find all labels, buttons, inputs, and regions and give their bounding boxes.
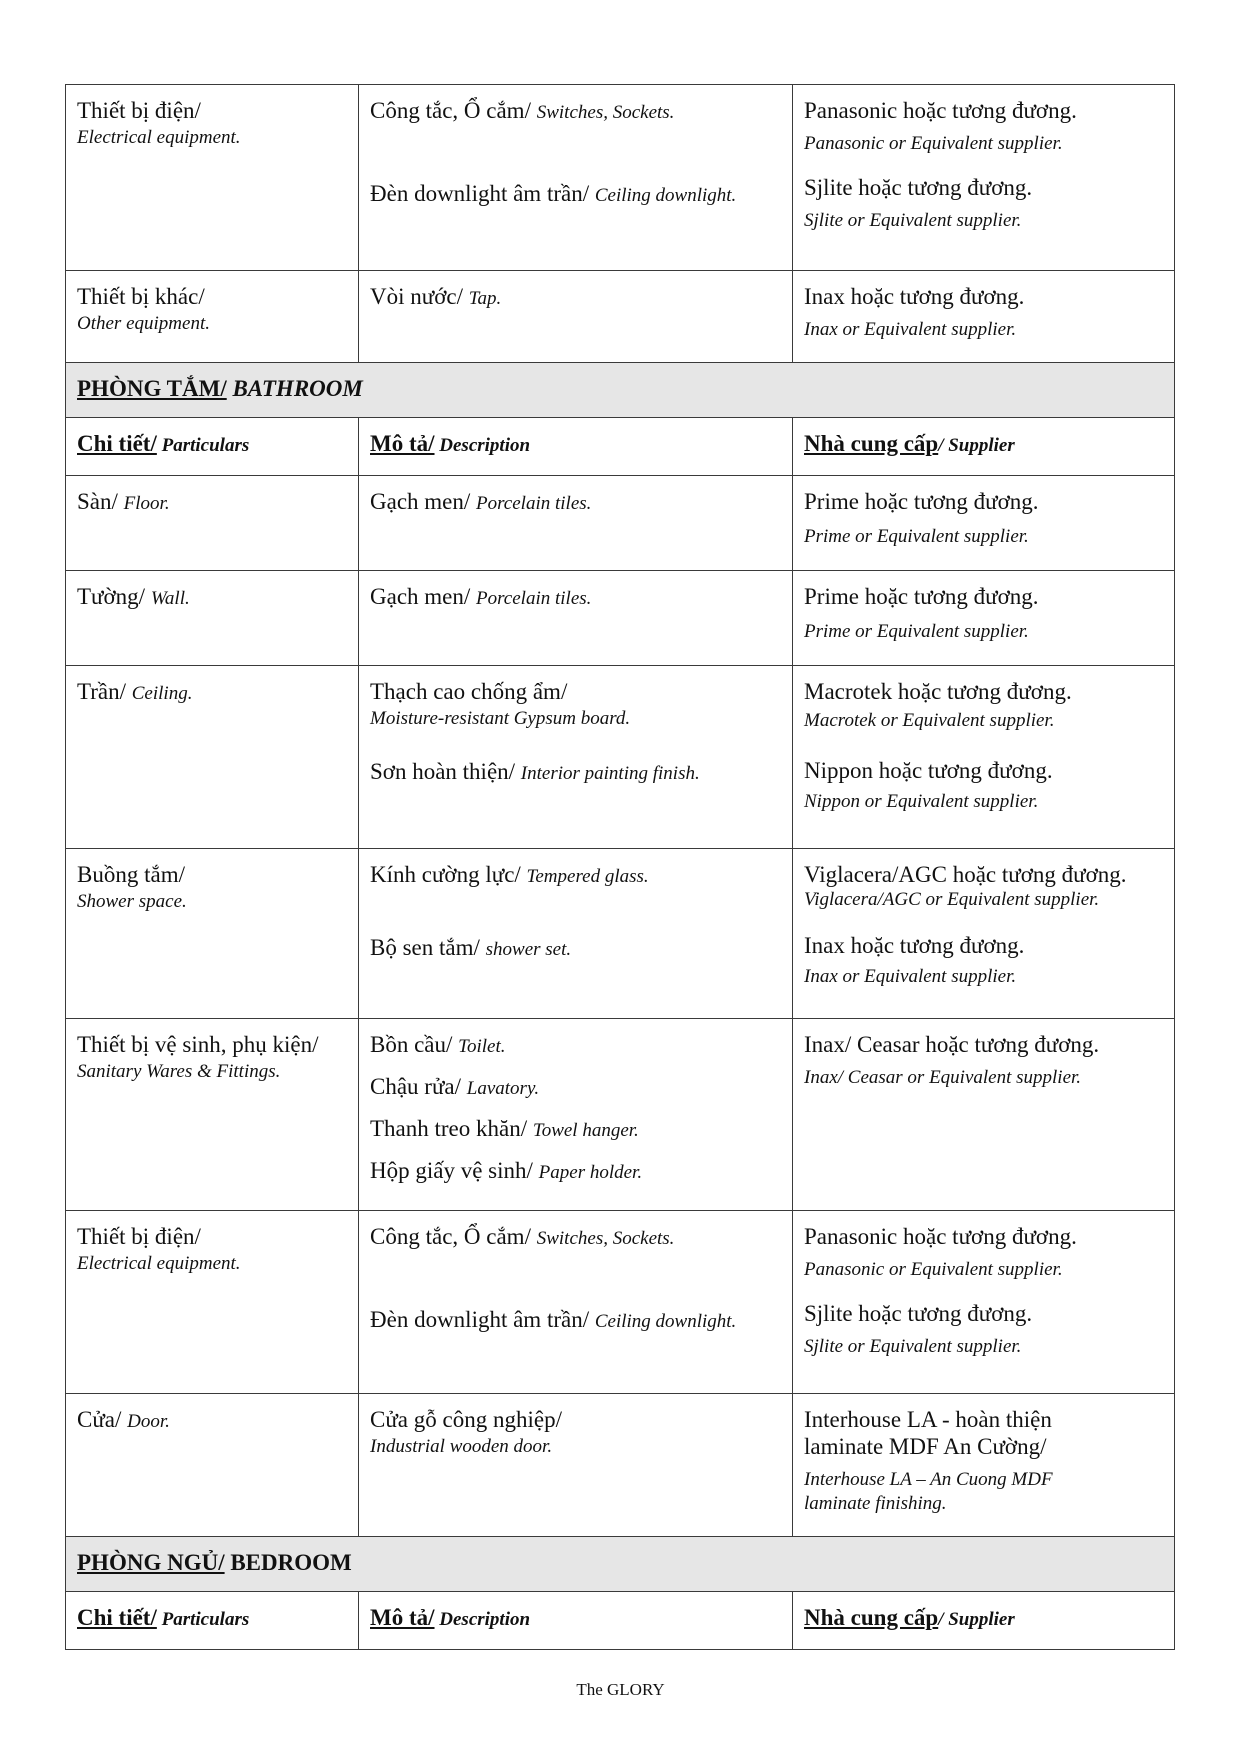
particular-cell: Buồng tắm/ Shower space. <box>66 849 359 1019</box>
particular-cell: Tường/ Wall. <box>66 571 359 666</box>
column-header-description: Mô tả/ Description <box>359 418 793 476</box>
table-row <box>66 476 1175 571</box>
supplier-cell: Inax hoặc tương đương. Inax or Equivalent supplier. <box>793 271 1175 363</box>
supplier-cell: Interhouse LA - hoàn thiện laminate MDF An Cường/ Interhouse LA – An Cuong MDF laminate finishing. <box>793 1394 1175 1537</box>
table-row <box>66 271 1175 363</box>
supplier-cell: Panasonic hoặc tương đương. Panasonic or Equivalent supplier. Sjlite hoặc tương đương. Sjlite or Equivalent supplier. <box>793 1211 1175 1394</box>
description-cell: Gạch men/ Porcelain tiles. <box>359 476 793 571</box>
description-cell: Công tắc, Ổ cắm/ Switches, Sockets. Đèn downlight âm trần/ Ceiling downlight. <box>359 85 793 271</box>
description-cell: Cửa gỗ công nghiệp/ Industrial wooden door. <box>359 1394 793 1537</box>
table-row <box>66 85 1175 271</box>
description-cell: Vòi nước/ Tap. <box>359 271 793 363</box>
particular-cell: Cửa/ Door. <box>66 1394 359 1537</box>
supplier-cell: Inax/ Ceasar hoặc tương đương. Inax/ Ceasar or Equivalent supplier. <box>793 1019 1175 1211</box>
specification-table <box>65 84 1175 1650</box>
supplier-cell: Viglacera/AGC hoặc tương đương. Viglacera/AGC or Equivalent supplier. Inax hoặc tương đương. Inax or Equivalent supplier. <box>793 849 1175 1019</box>
table-row <box>66 849 1175 1019</box>
column-header-description: Mô tả/ Description <box>359 1592 793 1650</box>
header-row <box>66 1592 1175 1650</box>
supplier-cell: Prime hoặc tương đương. Prime or Equivalent supplier. <box>793 571 1175 666</box>
section-row-bathroom <box>66 363 1175 418</box>
particular-cell: Thiết bị vệ sinh, phụ kiện/ Sanitary Wares & Fittings. <box>66 1019 359 1211</box>
table-row <box>66 666 1175 849</box>
supplier-cell: Prime hoặc tương đương. Prime or Equivalent supplier. <box>793 476 1175 571</box>
column-header-supplier: Nhà cung cấp/ Supplier <box>793 1592 1175 1650</box>
particular-cell: Thiết bị điện/ Electrical equipment. <box>66 1211 359 1394</box>
column-header-supplier: Nhà cung cấp/ Supplier <box>793 418 1175 476</box>
description-cell: Công tắc, Ổ cắm/ Switches, Sockets. Đèn downlight âm trần/ Ceiling downlight. <box>359 1211 793 1394</box>
description-cell: Bồn cầu/ Toilet. Chậu rửa/ Lavatory. Thanh treo khăn/ Towel hanger. Hộp giấy vệ sinh/ Paper holder. <box>359 1019 793 1211</box>
description-cell: Thạch cao chống ẩm/ Moisture-resistant Gypsum board. Sơn hoàn thiện/ Interior painting finish. <box>359 666 793 849</box>
header-row <box>66 418 1175 476</box>
particular-cell: Trần/ Ceiling. <box>66 666 359 849</box>
description-cell: Gạch men/ Porcelain tiles. <box>359 571 793 666</box>
particular-cell: Thiết bị điện/ Electrical equipment. <box>66 85 359 271</box>
table-row <box>66 1211 1175 1394</box>
page-footer: The GLORY <box>576 1680 665 1699</box>
description-cell: Kính cường lực/ Tempered glass. Bộ sen tắm/ shower set. <box>359 849 793 1019</box>
column-header-particulars: Chi tiết/ Particulars <box>66 1592 359 1650</box>
column-header-particulars: Chi tiết/ Particulars <box>66 418 359 476</box>
table-row <box>66 1394 1175 1537</box>
table-row <box>66 571 1175 666</box>
supplier-cell: Panasonic hoặc tương đương. Panasonic or Equivalent supplier. Sjlite hoặc tương đương. Sjlite or Equivalent supplier. <box>793 85 1175 271</box>
particular-cell: Sàn/ Floor. <box>66 476 359 571</box>
particular-cell: Thiết bị khác/ Other equipment. <box>66 271 359 363</box>
section-title-bedroom: PHÒNG NGỦ/ BEDROOM <box>66 1537 1175 1592</box>
supplier-cell: Macrotek hoặc tương đương. Macrotek or Equivalent supplier. Nippon hoặc tương đương. Nippon or Equivalent supplier. <box>793 666 1175 849</box>
table-row <box>66 1019 1175 1211</box>
section-title-bathroom: PHÒNG TẮM/ BATHROOM <box>66 363 1175 418</box>
section-row-bedroom <box>66 1537 1175 1592</box>
